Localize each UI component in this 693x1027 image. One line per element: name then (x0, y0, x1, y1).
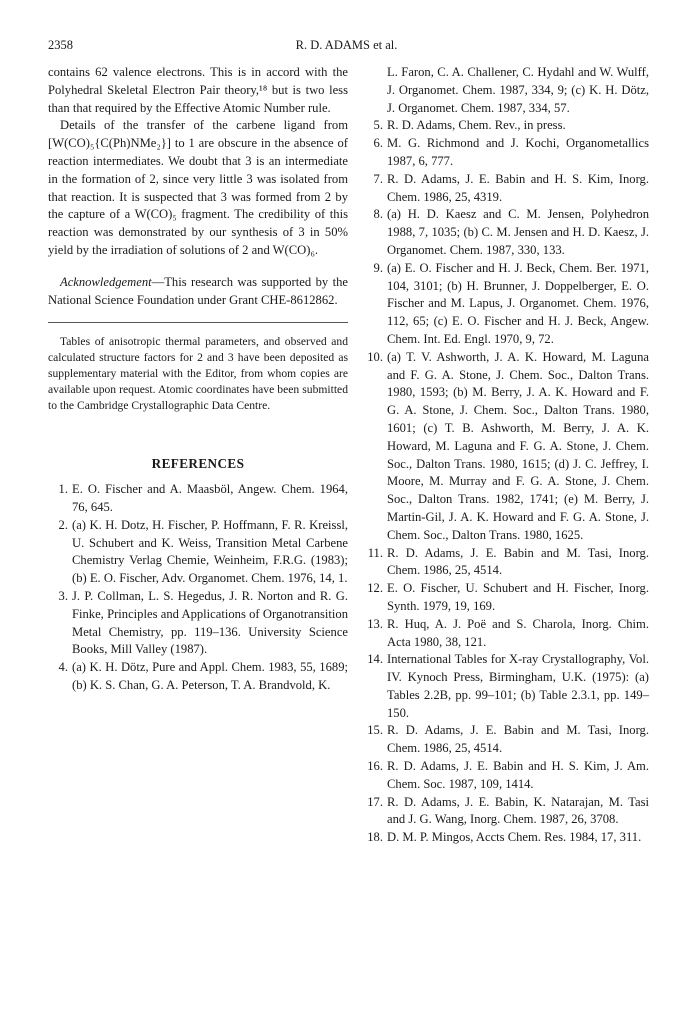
reference-item (359, 117, 649, 135)
reference-item (48, 517, 348, 588)
reference-text: (a) H. D. Kaesz and C. M. Jensen, Polyhedron 1988, 7, 1035; (b) C. M. Jensen and H. D. Kaesz, J. Organomet. Chem. 1987, 330, 133. (387, 207, 649, 257)
reference-text: R. D. Adams, J. E. Babin and H. S. Kim, Inorg. Chem. 1986, 25, 4319. (387, 171, 649, 204)
reference-list-right (359, 117, 649, 847)
reference-text: International Tables for X-ray Crystallography, Vol. IV. Kynoch Press, Birmingham, U.K. (1975): (a) Tables 2.2B, pp. 99–101; (b) Table 2.3.1, pp. 149–150. (387, 652, 649, 720)
reference-item (359, 545, 649, 581)
reference-text: (a) K. H. Dötz, Pure and Appl. Chem. 1983, 55, 1689; (b) K. S. Chan, G. A. Peterson, T. A. Brandvold, K. (72, 660, 348, 692)
reference-item (359, 135, 649, 171)
right-column (359, 64, 649, 847)
reference-text: R. D. Adams, Chem. Rev., in press. (387, 118, 566, 133)
reference-item (359, 651, 649, 722)
page-number: 2358 (48, 38, 73, 52)
reference-number: 11. (367, 545, 383, 560)
reference-number: 10. (367, 349, 383, 364)
reference-text: R. D. Adams, J. E. Babin, K. Natarajan, M. Tasi and J. G. Wang, Inorg. Chem. 1987, 26, 3708. (387, 794, 649, 827)
reference-item (359, 349, 649, 545)
reference-item (359, 171, 649, 207)
acknowledgement (48, 274, 348, 310)
reference-number: 3. (58, 588, 68, 603)
reference-item (359, 722, 649, 758)
reference-text: R. D. Adams, J. E. Babin and H. S. Kim, J. Am. Chem. Soc. 1987, 109, 1414. (387, 759, 649, 791)
reference-item (48, 481, 348, 517)
section-divider (48, 322, 348, 323)
body-paragraph: Details of the transfer of the carbene ligand from [W(CO)₅{C(Ph)NMe₂}] to 1 are obscure in the absence of reaction intermediates. We doubt that 3 is an intermediate in the formation of 2, since very little 3 was isolated from that reaction. It is suspected that 3 was formed from 2 by the capture of a W(CO)₅ fragment. The credibility of this reaction was demonstrated by our synthesis of 3 in 50% yield by the irradiation of solutions of 2 and W(CO)₆. (48, 118, 348, 257)
reference-item (359, 206, 649, 259)
reference-number: 14. (367, 652, 383, 667)
reference-item (359, 580, 649, 616)
reference-text: M. G. Richmond and J. Kochi, Organometallics 1987, 6, 777. (387, 136, 649, 168)
reference-number: 5. (373, 118, 383, 133)
references-heading: REFERENCES (151, 456, 245, 472)
reference-text: E. O. Fischer, U. Schubert and H. Fischer, Inorg. Synth. 1979, 19, 169. (387, 581, 649, 613)
reference-list-left (48, 481, 348, 695)
acknowledgement-label: Acknowledgement (60, 274, 152, 289)
reference-number: 6. (373, 136, 383, 151)
reference-text: R. D. Adams, J. E. Babin and M. Tasi, Inorg. Chem. 1986, 25, 4514. (387, 723, 649, 756)
reference-number: 2. (58, 517, 68, 532)
reference-number: 1. (58, 482, 68, 497)
reference-number: 18. (367, 830, 383, 845)
reference-text: (a) E. O. Fischer and H. J. Beck, Chem. Ber. 1971, 104, 3101; (b) H. Brunner, J. Doppelberger, E. O. Fischer and M. Lapus, J. Organomet. Chem. 1976, 112, 65; (c) E. O. Fischer and H. J. Beck, Angew. Chem. Int. Ed. Engl. 1970, 9, 72. (387, 260, 649, 346)
reference-number: 16. (367, 759, 383, 774)
reference-text: E. O. Fischer and A. Maasböl, Angew. Chem. 1964, 76, 645. (72, 482, 348, 514)
reference-text: (a) K. H. Dotz, H. Fischer, P. Hoffmann, F. R. Kreissl, U. Schubert and K. Weiss, Transition Metal Carbene Chemistry Verlag Chemie, Weinheim, F.R.G. (1983); (b) E. O. Fischer, Adv. Organomet. Chem. 1976, 14, 1. (72, 517, 348, 586)
reference-item (359, 758, 649, 794)
reference-number: 8. (373, 207, 383, 222)
supplementary-note: Tables of anisotropic thermal parameters, and observed and calculated structure factors for 2 and 3 have been deposited as supplementary material with the Editor, from whom copies are available upon request. Atomic coordinates have been submitted to the Cambridge Crystallographic Data Centre. (48, 335, 348, 412)
reference-text: R. Huq, A. J. Poë and S. Charola, Inorg. Chim. Acta 1980, 38, 121. (387, 616, 649, 649)
left-column (48, 64, 348, 695)
reference-item (48, 588, 348, 659)
acknowledgement-text: —This research was supported by the National Science Foundation under Grant CHE-8612862. (48, 274, 348, 307)
reference-text: J. P. Collman, L. S. Hegedus, J. R. Norton and R. G. Finke, Principles and Applications of Organotransition Metal Chemistry, pp. 119–136. University Science Books, Mill Valley (1987). (72, 588, 348, 657)
reference-item (48, 659, 348, 695)
reference-number: 12. (367, 581, 383, 596)
reference-item (359, 829, 649, 847)
reference-text: (a) T. V. Ashworth, J. A. K. Howard, M. Laguna and F. G. A. Stone, J. Chem. Soc., Dalton Trans. 1980, 1593; (b) M. Berry, J. A. K. Howard and F. G. A. Stone, J. Chem. Soc., Dalton Trans. 1980, 1601; (c) T. B. Ashworth, M. Berry, J. A. K. Howard, M. Laguna and F. G. A. Stone, J. Chem. Soc., Dalton Trans. 1980, 1615; (d) J. C. Jeffrey, I. Moore, M. Murray and F. G. A. Stone, J. Chem. Soc., Dalton Trans. 1982, 1741; (e) M. Berry, J. Martin-Gil, J. A. K. Howard and F. G. A. Stone, J. Chem. Soc., Dalton Trans. 1980, 1625. (387, 349, 649, 542)
reference-item (359, 260, 649, 349)
reference-item (359, 794, 649, 830)
reference-number: 9. (373, 260, 383, 275)
reference-number: 17. (367, 794, 383, 809)
reference-number: 15. (367, 723, 383, 738)
running-title: R. D. ADAMS et al. (295, 38, 398, 52)
reference-number: 7. (373, 171, 383, 186)
reference-text: R. D. Adams, J. E. Babin and M. Tasi, Inorg. Chem. 1986, 25, 4514. (387, 545, 649, 578)
body-paragraph: contains 62 valence electrons. This is in accord with the Polyhedral Skeletal Electron Pair theory,¹⁸ but is two less than that required by the Effective Atomic Number rule. (48, 65, 348, 115)
reference-number: 4. (58, 660, 68, 675)
reference-continuation: L. Faron, C. A. Challener, C. Hydahl and W. Wulff, J. Organomet. Chem. 1987, 334, 9; (c) K. H. Dötz, J. Organomet. Chem. 1987, 334, 57. (387, 65, 649, 115)
reference-text: D. M. P. Mingos, Accts Chem. Res. 1984, 17, 311. (387, 830, 642, 845)
reference-number: 13. (367, 616, 383, 631)
reference-item (359, 616, 649, 652)
